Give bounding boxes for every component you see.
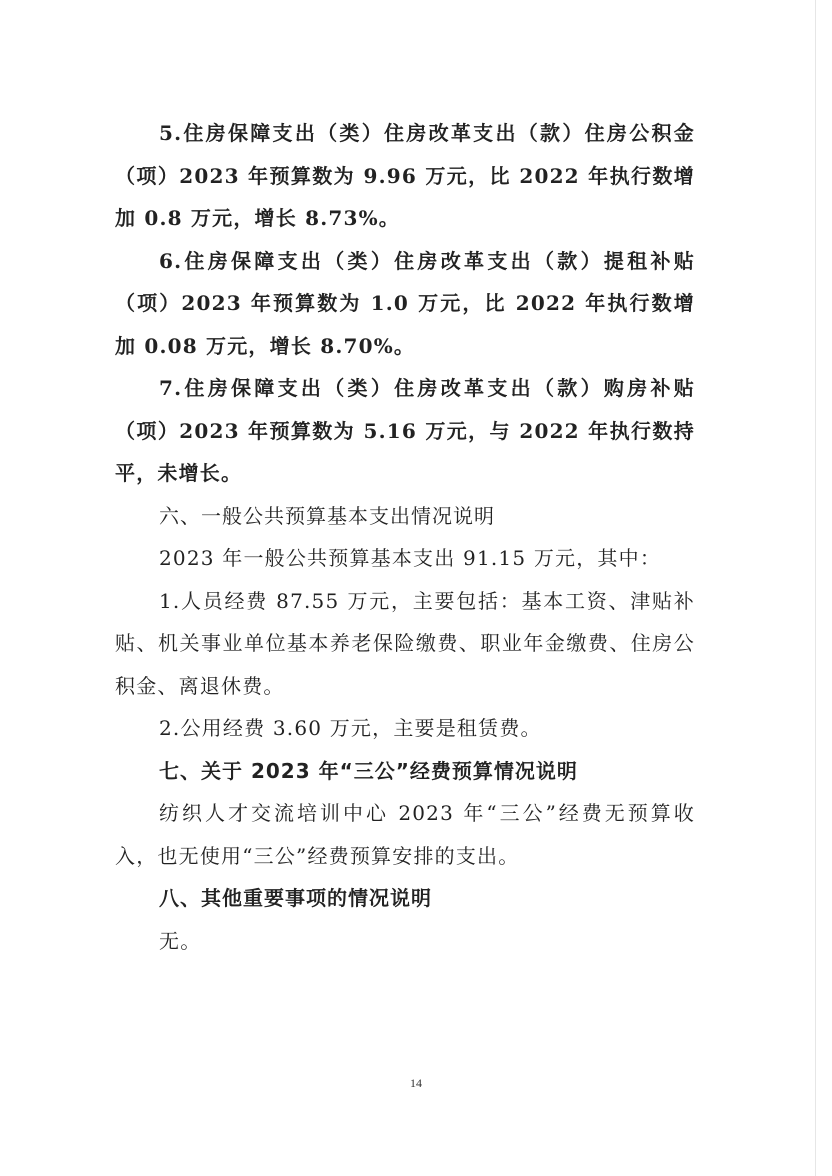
section-heading-six: 六、一般公共预算基本支出情况说明 <box>159 503 495 528</box>
paragraph-housing-fund: 5.住房保障支出（类）住房改革支出（款）住房公积金（项）2023 年预算数为 9.96 万元，比 2022 年执行数增加 0.8 万元，增长 8.73%。 <box>115 121 695 230</box>
section-heading-eight: 八、其他重要事项的情况说明 <box>159 886 432 910</box>
paragraph-personnel-costs: 1.人员经费 87.55 万元，主要包括：基本工资、津贴补贴、机关事业单位基本养老保险缴费、职业年金缴费、住房公积金、离退休费。 <box>115 588 695 698</box>
paragraph-three-public-funds: 纺织人才交流培训中心 2023 年“三公”经费无预算收入，也无使用“三公”经费预算安排的支出。 <box>115 801 695 868</box>
document-body <box>115 112 695 962</box>
paragraph-basic-expenditure: 2023 年一般公共预算基本支出 91.15 万元，其中： <box>159 546 662 570</box>
paragraph-none: 无。 <box>159 928 202 953</box>
paragraph-purchase-subsidy: 7.住房保障支出（类）住房改革支出（款）购房补贴（项）2023 年预算数为 5.16 万元，与 2022 年执行数持平，未增长。 <box>115 376 695 485</box>
section-heading-seven: 七、关于 2023 年“三公”经费预算情况说明 <box>159 758 578 783</box>
paragraph-rent-subsidy: 6.住房保障支出（类）住房改革支出（款）提租补贴（项）2023 年预算数为 1.0 万元，比 2022 年执行数增加 0.08 万元，增长 8.70%。 <box>115 248 695 358</box>
paragraph-public-costs: 2.公用经费 3.60 万元，主要是租赁费。 <box>159 716 542 740</box>
page-number: 14 <box>410 1076 422 1090</box>
page-edge-divider <box>815 0 816 1176</box>
